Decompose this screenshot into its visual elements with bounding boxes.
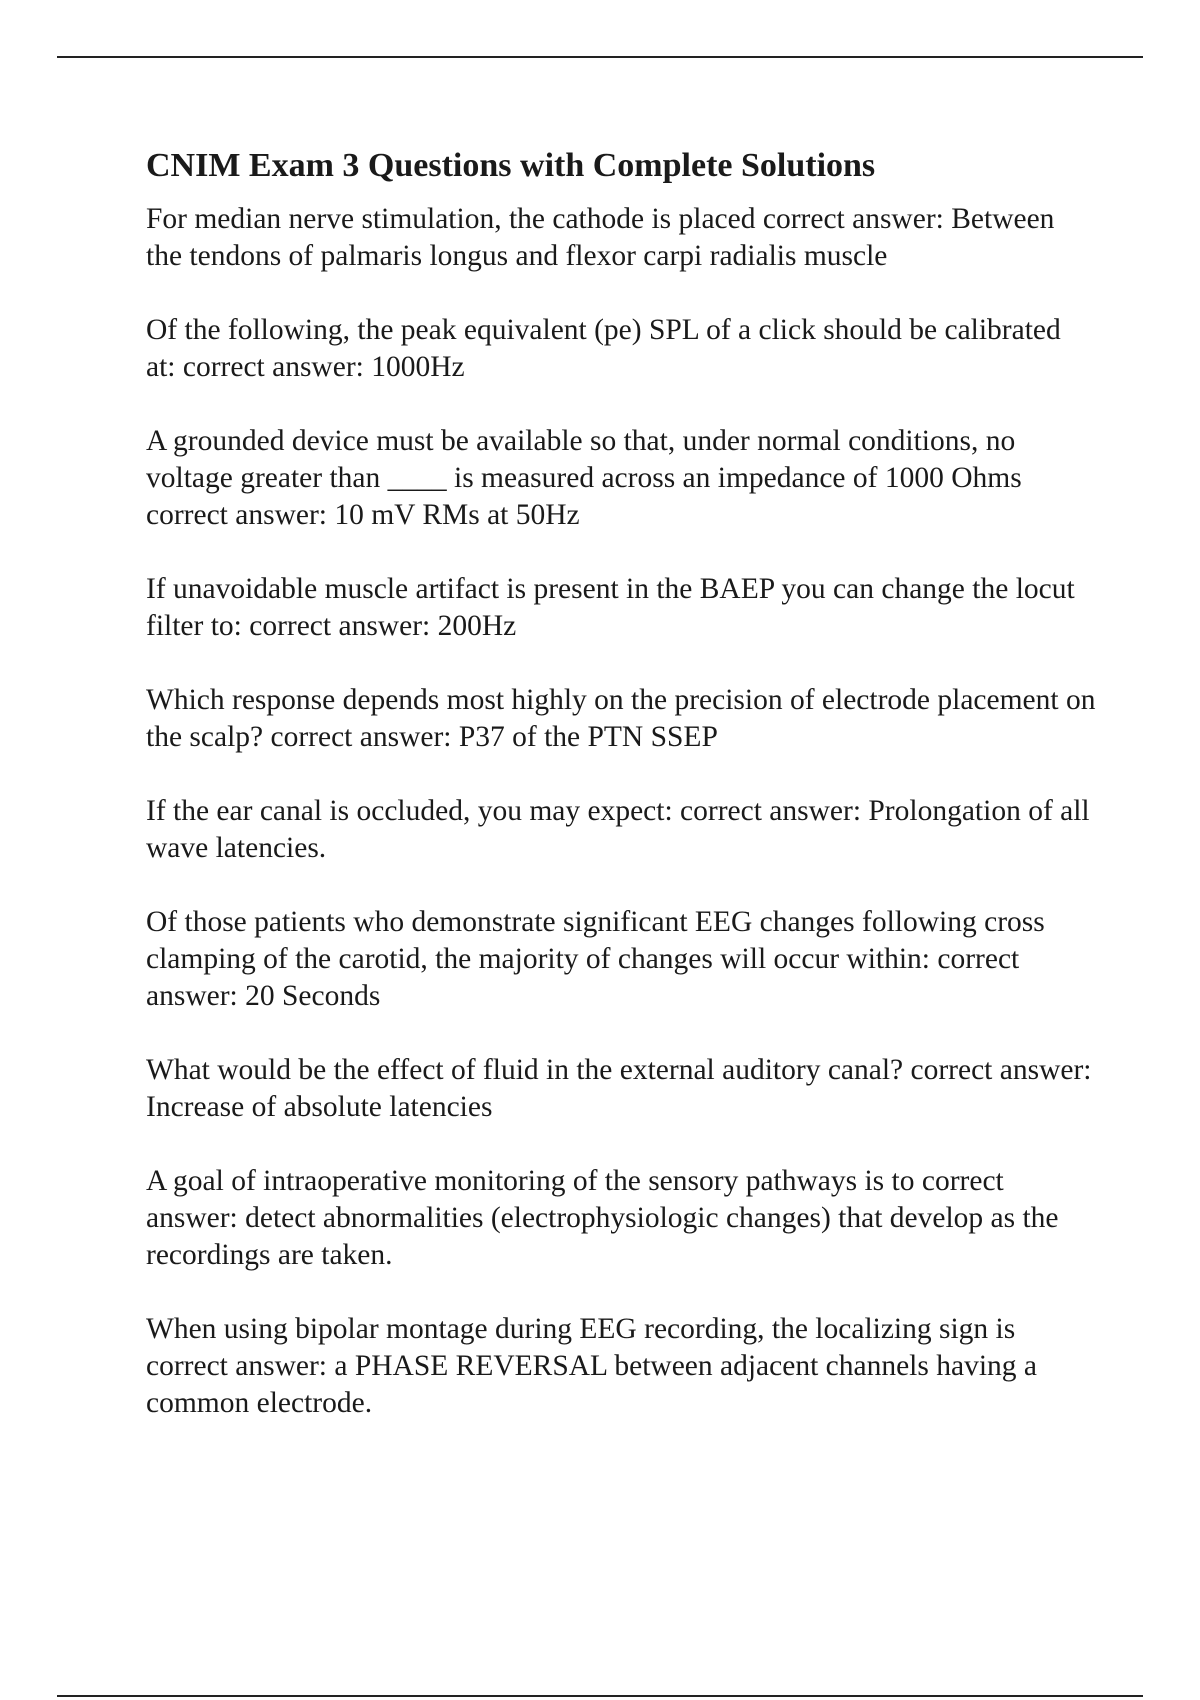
question-item: What would be the effect of fluid in the external auditory canal? correct answer: Increase of absolute latencies (146, 1054, 1092, 1123)
document-title: CNIM Exam 3 Questions with Complete Solutions (146, 147, 876, 184)
question-item: Of those patients who demonstrate significant EEG changes following cross clamping of the carotid, the majority of changes will occur within: correct answer: 20 Seconds (146, 906, 1045, 1012)
document-body (146, 146, 1096, 1459)
question-list (146, 201, 1096, 1422)
header-rule (57, 56, 1143, 58)
question-item: A grounded device must be available so that, under normal conditions, no voltage greater than ____ is measured across an impedance of 1000 Ohms correct answer: 10 mV RMs at 50Hz (146, 425, 1022, 531)
question-item: If unavoidable muscle artifact is present in the BAEP you can change the locut filter to: correct answer: 200Hz (146, 573, 1075, 642)
question-item: For median nerve stimulation, the cathode is placed correct answer: Between the tendons of palmaris longus and flexor carpi radialis muscle (146, 203, 1055, 272)
question-item: Which response depends most highly on the precision of electrode placement on the scalp? correct answer: P37 of the PTN SSEP (146, 684, 1096, 753)
question-item: If the ear canal is occluded, you may expect: correct answer: Prolongation of all wave latencies. (146, 795, 1090, 864)
question-item: Of the following, the peak equivalent (pe) SPL of a click should be calibrated at: correct answer: 1000Hz (146, 314, 1061, 383)
footer-rule (57, 1695, 1143, 1697)
question-item: When using bipolar montage during EEG recording, the localizing sign is correct answer: a PHASE REVERSAL between adjacent channels having a common electrode. (146, 1313, 1037, 1419)
question-item: A goal of intraoperative monitoring of the sensory pathways is to correct answer: detect abnormalities (electrophysiologic changes) that develop as the recordings are taken. (146, 1165, 1059, 1271)
